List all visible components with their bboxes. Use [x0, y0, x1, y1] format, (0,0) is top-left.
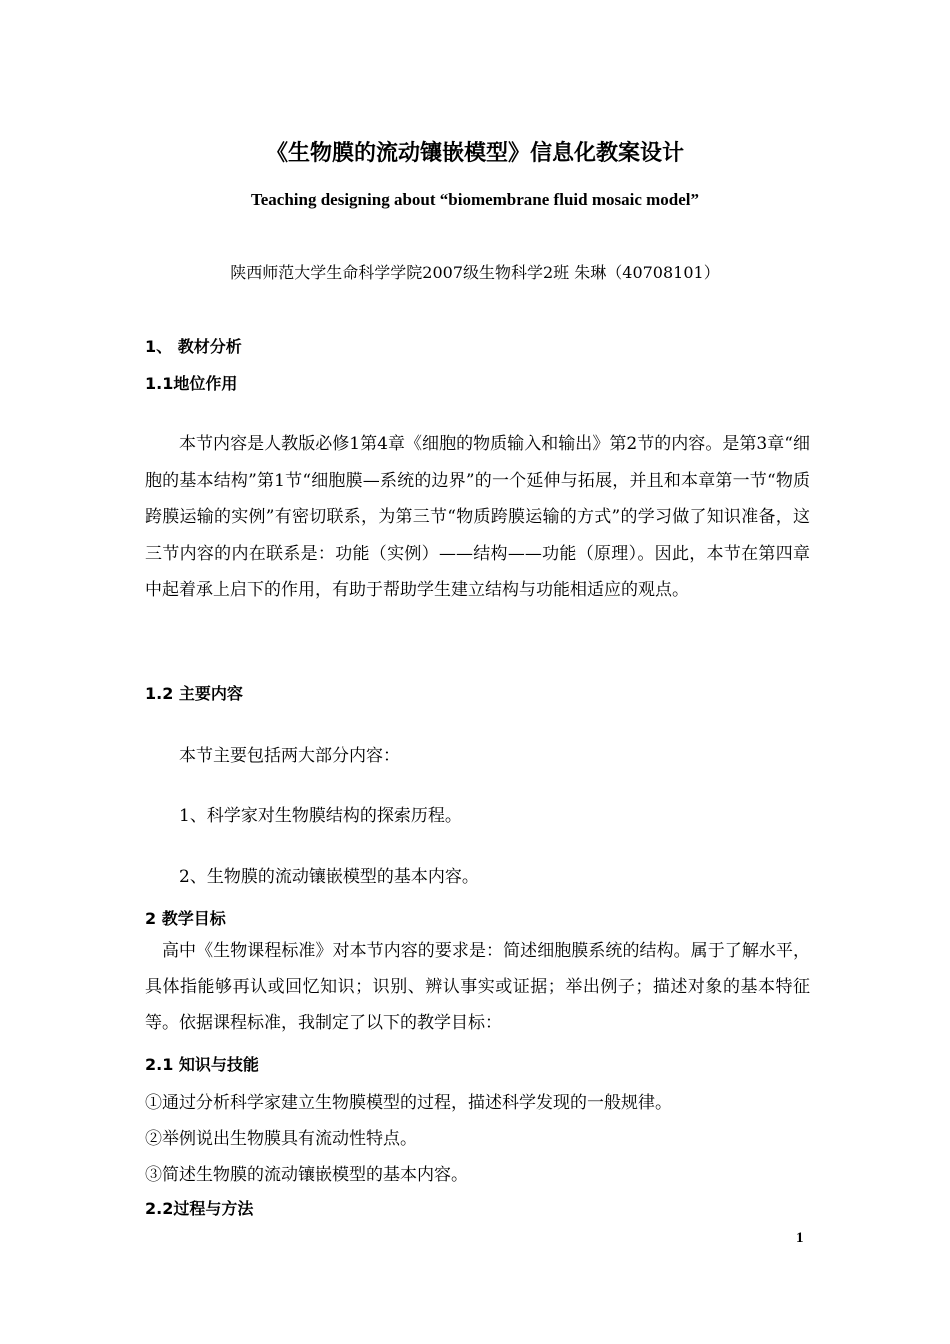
- list-item: 2、生物膜的流动镶嵌模型的基本内容。: [179, 867, 479, 887]
- paragraph-2: 高中《生物课程标准》对本节内容的要求是：简述细胞膜系统的结构。属于了解水平，具体指能够再认或回忆知识；识别、辨认事实或证据；举出例子；描述对象的基本特征等。依据课程标准，我制定了以下的教学目标：: [145, 941, 810, 1033]
- section-heading-2-1: 2.1 知识与技能: [145, 1055, 259, 1074]
- paragraph-1-1: 本节内容是人教版必修1第4章《细胞的物质输入和输出》第2节的内容。是第3章“细胞的基本结构”第1节“细胞膜—系统的边界”的一个延伸与拓展，并且和本章第一节“物质跨膜运输的实例”有密切联系，为第三节“物质跨膜运输的方式”的学习做了知识准备，这三节内容的内在联系是：功能（实例）——结构——功能（原理）。因此，本节在第四章中起着承上启下的作用，有助于帮助学生建立结构与功能相适应的观点。: [145, 434, 810, 600]
- section-heading-1-1: 1.1地位作用: [145, 374, 238, 393]
- list-item: ③简述生物膜的流动镶嵌模型的基本内容。: [145, 1165, 468, 1185]
- document-subtitle: Teaching designing about “biomembrane fluid mosaic model”: [250, 190, 700, 209]
- page-number: 1: [796, 1230, 804, 1246]
- document-title: 《生物膜的流动镶嵌模型》信息化教案设计: [265, 141, 684, 166]
- list-item: ②举例说出生物膜具有流动性特点。: [145, 1129, 417, 1149]
- section-heading-2: 2 教学目标: [145, 909, 226, 928]
- section-heading-1: 1、 教材分析: [145, 337, 242, 356]
- paragraph-1-2-intro: 本节主要包括两大部分内容：: [179, 746, 400, 766]
- section-heading-1-2: 1.2 主要内容: [145, 684, 243, 703]
- list-item: ①通过分析科学家建立生物膜模型的过程，描述科学发现的一般规律。: [145, 1093, 672, 1113]
- list-item: 1、科学家对生物膜结构的探索历程。: [179, 806, 462, 826]
- author-line: 陕西师范大学生命科学学院2007级生物科学2班 朱琳（40708101）: [230, 263, 720, 282]
- section-heading-2-2: 2.2过程与方法: [145, 1199, 254, 1218]
